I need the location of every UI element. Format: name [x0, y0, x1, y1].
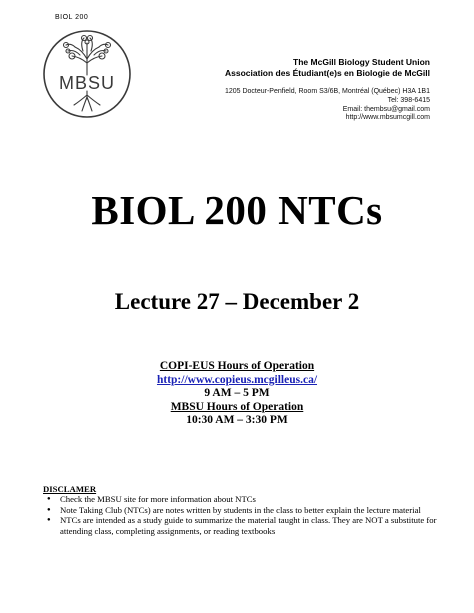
- disclaimer: [43, 484, 443, 536]
- mbsu-logo: [42, 29, 132, 119]
- union-name-en: The McGill Biology Student Union: [293, 57, 430, 67]
- disclaimer-list: [43, 494, 443, 536]
- contact-block: [225, 88, 430, 123]
- mbsu-hours-heading: MBSU Hours of Operation: [170, 400, 304, 413]
- copi-hours-heading: COPI-EUS Hours of Operation: [159, 360, 315, 372]
- course-tag: BIOL 200: [55, 14, 89, 21]
- lecture-title: Lecture 27 – December 2: [114, 289, 360, 314]
- disclaimer-item: ● Check the MBSU site for more information about NTCs: [43, 494, 443, 504]
- logo-text: MBSU: [58, 73, 116, 93]
- telephone: Tel: 398-6415: [387, 96, 430, 104]
- disclaimer-item: ● NTCs are intended as a study guide to summarize the material taught in class. They are NOT a substitute for attending class, completing assignments, or reading textbooks: [43, 515, 443, 536]
- disclaimer-title: DISCLAMER: [43, 484, 97, 494]
- union-info: [225, 57, 430, 123]
- hours-block: [0, 360, 474, 428]
- mbsu-hours: 10:30 AM – 3:30 PM: [186, 414, 288, 426]
- copi-hours: 9 AM – 5 PM: [204, 387, 270, 399]
- copi-url-link[interactable]: http://www.copieus.mcgilleus.ca/: [156, 373, 318, 386]
- address: 1205 Docteur-Penfield, Room S3/6B, Montréal (Québec) H3A 1B1: [224, 88, 430, 95]
- document-title: BIOL 200 NTCs: [91, 187, 383, 233]
- website: http://www.mbsumcgill.com: [345, 114, 430, 122]
- email: Email: thembsu@gmail.com: [342, 105, 430, 113]
- disclaimer-item: ● Note Taking Club (NTCs) are notes written by students in the class to better explain the lecture material: [43, 505, 443, 515]
- union-name-fr: Association des Étudiant(e)s en Biologie de McGill: [225, 68, 430, 78]
